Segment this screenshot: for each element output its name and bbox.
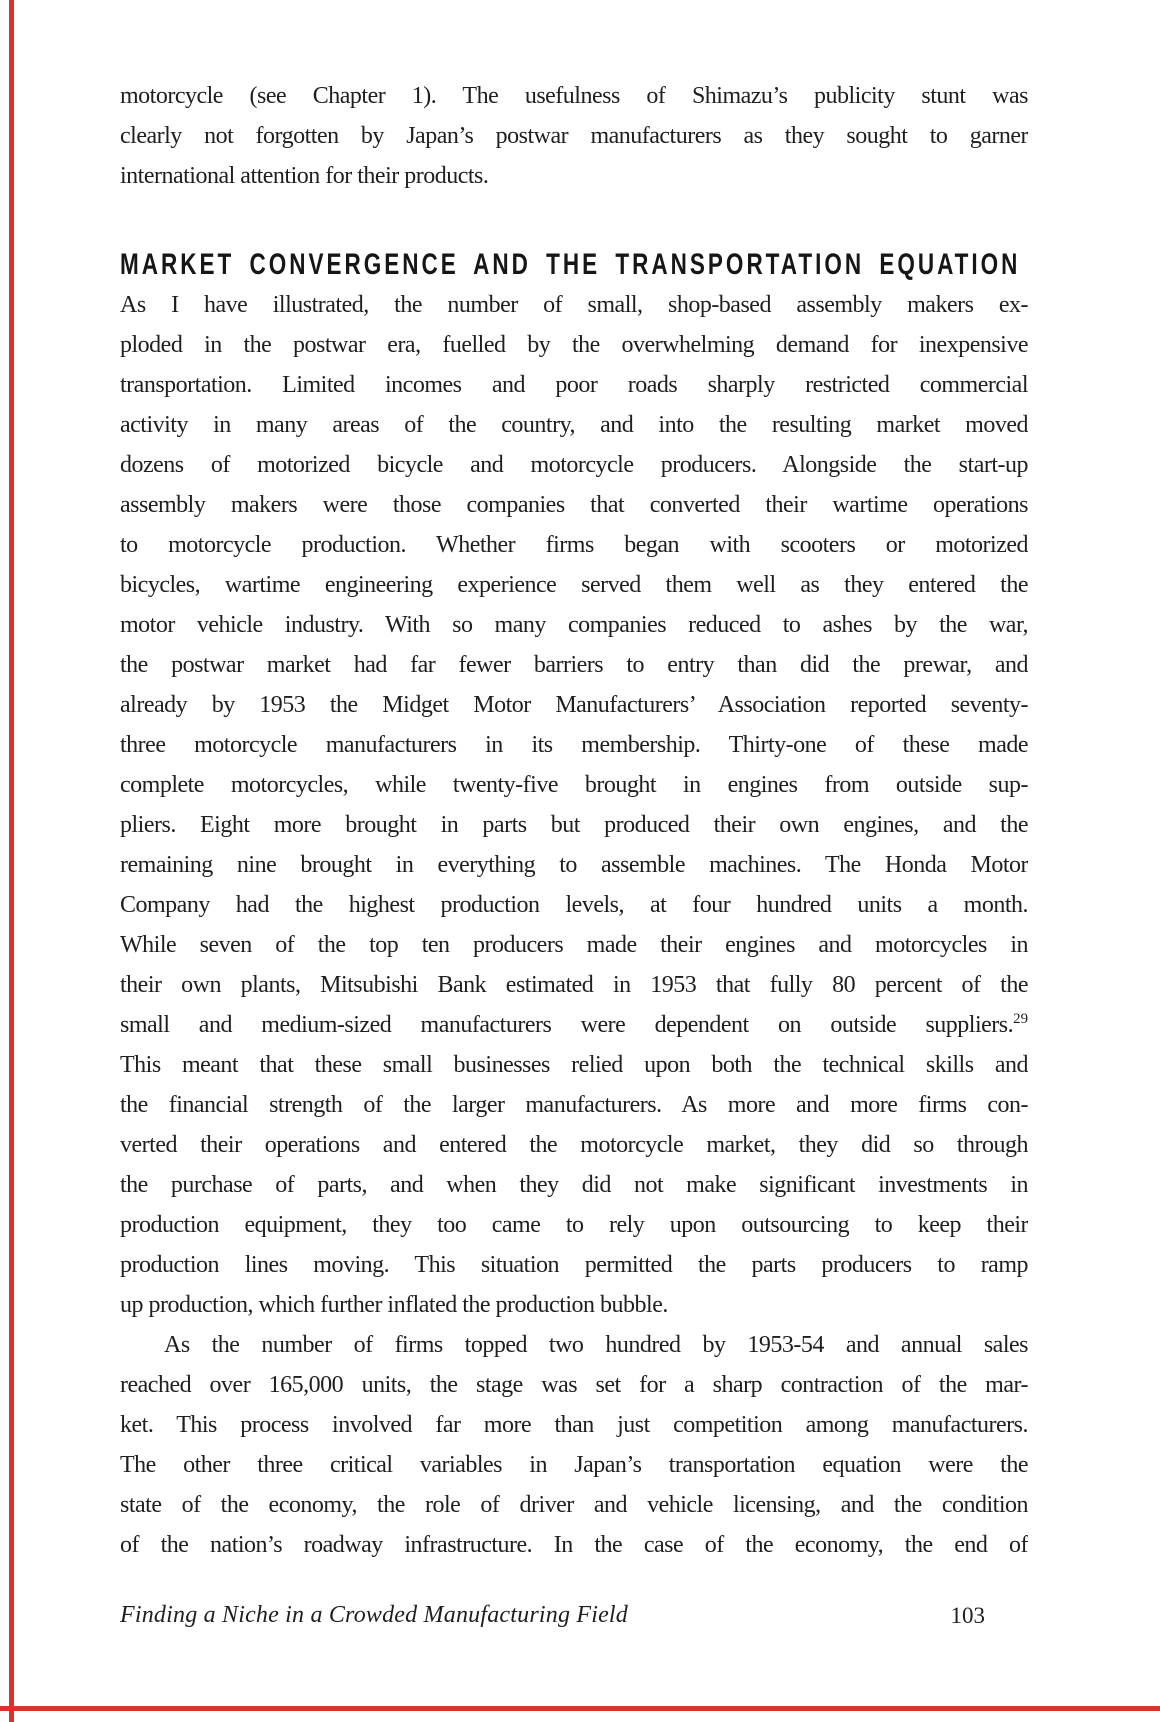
text-line: Company had the highest production levels, at four hundred units a month.	[120, 892, 1028, 918]
text-line: dozens of motorized bicycle and motorcycle producers. Alongside the start-up	[120, 452, 1028, 478]
section-heading	[120, 247, 1028, 287]
text-line: production equipment, they too came to rely upon outsourcing to keep their	[120, 1212, 1028, 1238]
scan-edge-bottom-red-line	[0, 1706, 1160, 1711]
text-line: small and medium-sized manufacturers were dependent on outside suppliers.$^{29}$	[120, 1011, 1028, 1038]
scan-edge-left-red-line	[9, 0, 14, 1722]
page-number: 103	[950, 1603, 985, 1628]
text-line: their own plants, Mitsubishi Bank estimated in 1953 that fully 80 percent of the	[120, 972, 1028, 998]
text-line: complete motorcycles, while twenty-five brought in engines from outside sup-	[120, 772, 1028, 798]
text-line: As I have illustrated, the number of small, shop-based assembly makers ex-	[120, 292, 1028, 318]
text-line: transportation. Limited incomes and poor roads sharply restricted commercial	[120, 372, 1028, 398]
text-line: While seven of the top ten producers made their engines and motorcycles in	[120, 932, 1028, 958]
text-line: the financial strength of the larger manufacturers. As more and more firms con-	[120, 1092, 1028, 1118]
text-line: production lines moving. This situation permitted the parts producers to ramp	[120, 1252, 1028, 1278]
running-footer-title: Finding a Niche in a Crowded Manufacturing Field	[120, 1602, 628, 1628]
text-line: ket. This process involved far more than just competition among manufacturers.	[120, 1412, 1028, 1438]
text-line: clearly not forgotten by Japan’s postwar manufacturers as they sought to garner	[120, 123, 1028, 149]
section-heading-text: MARKET CONVERGENCE AND THE TRANSPORTATION EQUATION	[120, 248, 1021, 281]
text-line: motor vehicle industry. With so many companies reduced to ashes by the war,	[120, 612, 1028, 638]
text-line: already by 1953 the Midget Motor Manufacturers’ Association reported seventy-	[120, 692, 1028, 718]
text-line: up production, which further inflated the production bubble.	[120, 1292, 668, 1318]
text-line: pliers. Eight more brought in parts but produced their own engines, and the	[120, 812, 1028, 838]
text-line: activity in many areas of the country, and into the resulting market moved	[120, 412, 1028, 438]
text-line: bicycles, wartime engineering experience served them well as they entered the	[120, 572, 1028, 598]
text-line: three motorcycle manufacturers in its membership. Thirty-one of these made	[120, 732, 1028, 758]
text-line: The other three critical variables in Japan’s transportation equation were the	[120, 1452, 1028, 1478]
text-line: verted their operations and entered the motorcycle market, they did so through	[120, 1132, 1028, 1158]
text-line: remaining nine brought in everything to assemble machines. The Honda Motor	[120, 852, 1028, 878]
body-paragraph-1	[120, 285, 1028, 1325]
text-line: ploded in the postwar era, fuelled by the overwhelming demand for inexpensive	[120, 332, 1028, 358]
text-line: the postwar market had far fewer barriers to entry than did the prewar, and	[120, 652, 1028, 678]
text-line: of the nation’s roadway infrastructure. In the case of the economy, the end of	[120, 1532, 1028, 1558]
text-line: state of the economy, the role of driver and vehicle licensing, and the condition	[120, 1492, 1028, 1518]
footnote-ref: 29	[1013, 1011, 1028, 1027]
text-line: As the number of firms topped two hundred by 1953-54 and annual sales	[164, 1332, 1028, 1358]
text-line: This meant that these small businesses relied upon both the technical skills and	[120, 1052, 1028, 1078]
text-line: reached over 165,000 units, the stage was set for a sharp contraction of the mar-	[120, 1372, 1028, 1398]
text-line: to motorcycle production. Whether firms began with scooters or motorized	[120, 532, 1028, 558]
text-line: international attention for their products.	[120, 163, 489, 189]
text-line: the purchase of parts, and when they did not make significant investments in	[120, 1172, 1028, 1198]
body-paragraph-2	[120, 1325, 1028, 1565]
text-line: assembly makers were those companies that converted their wartime operations	[120, 492, 1028, 518]
text-line: motorcycle (see Chapter 1). The usefulness of Shimazu’s publicity stunt was	[120, 83, 1028, 109]
intro-paragraph	[120, 76, 1028, 196]
